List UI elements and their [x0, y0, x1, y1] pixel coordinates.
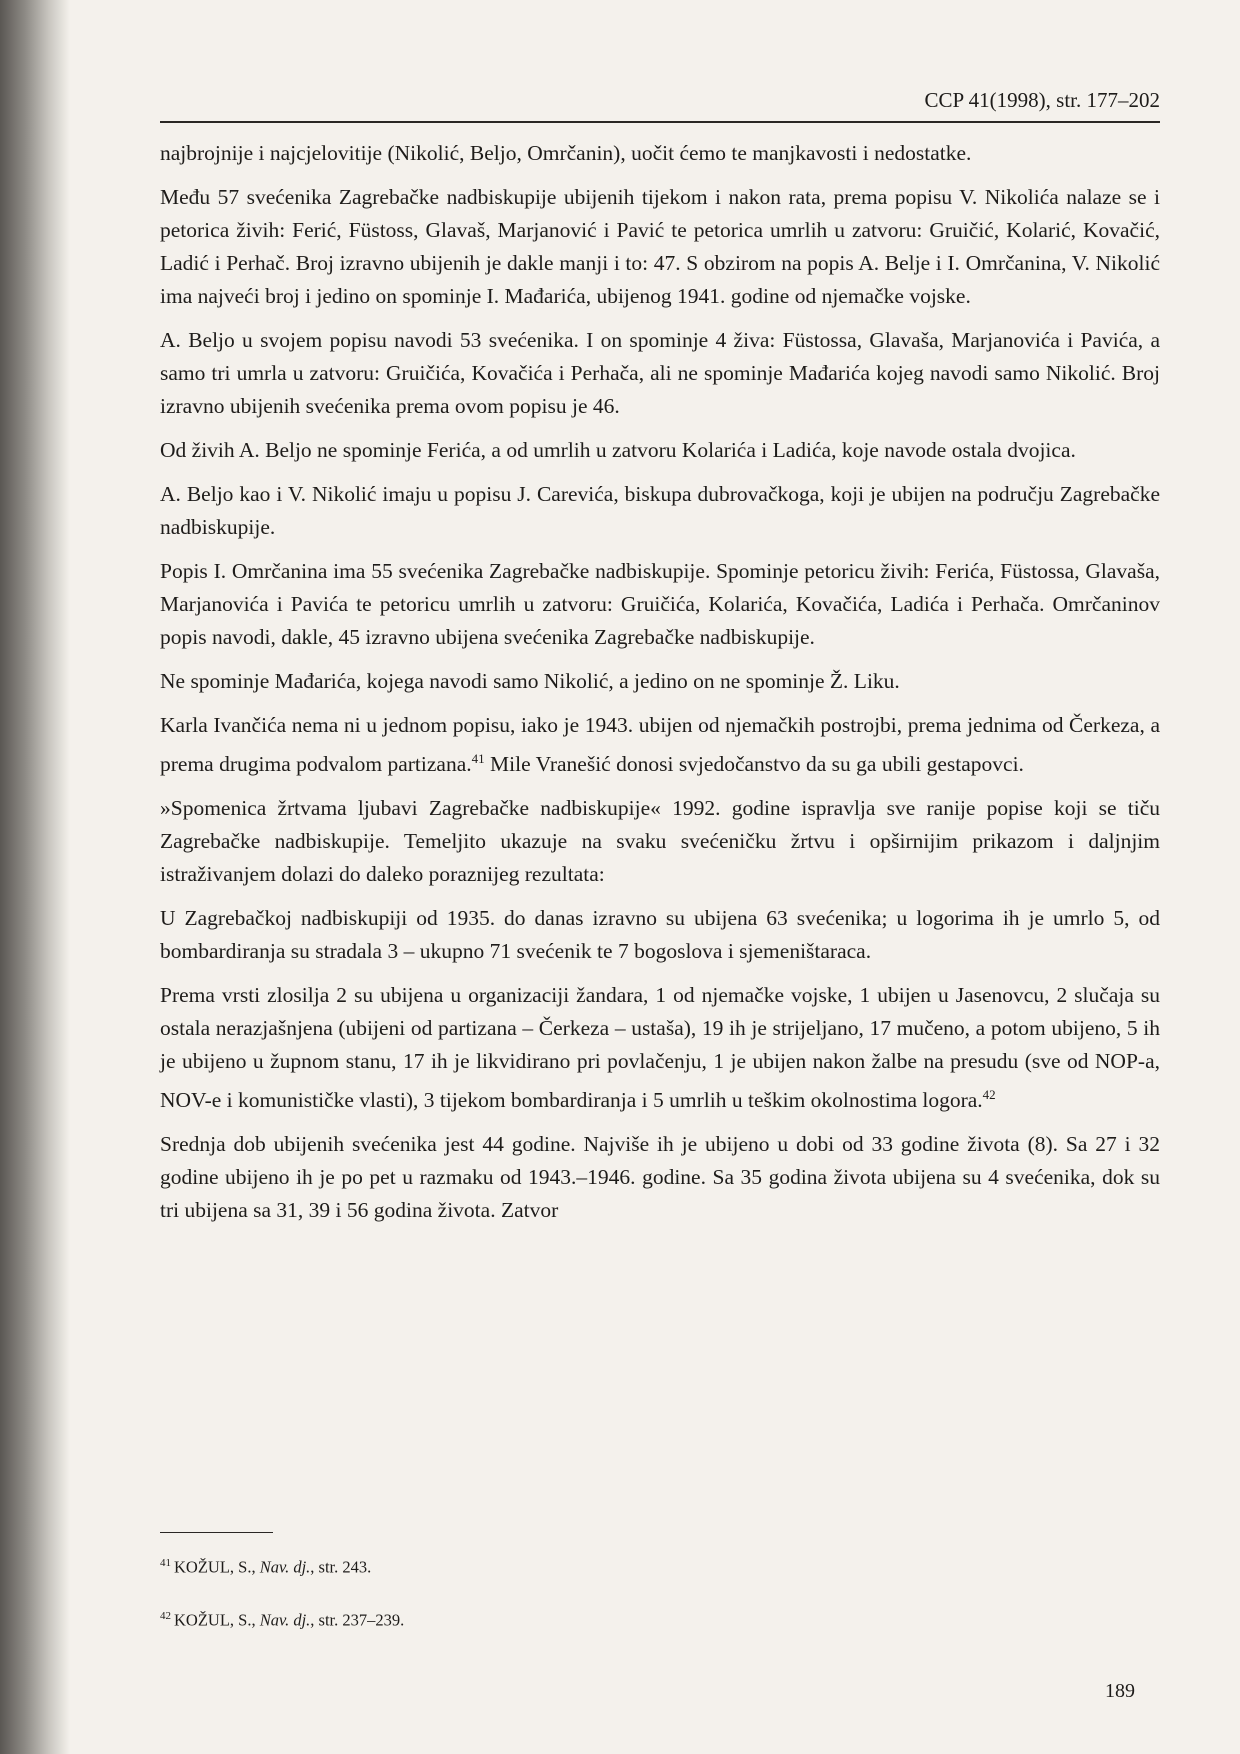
paragraph: Ne spominje Mađarića, kojega navodi samo Nikolić, a jedino on ne spominje Ž. Liku. — [160, 669, 900, 693]
footnote-number: 42 — [160, 1609, 171, 1622]
footnote — [160, 1552, 1160, 1579]
footnotes — [160, 1552, 1160, 1657]
page-number: 189 — [1105, 1680, 1135, 1702]
paragraph: Popis I. Omrčanina ima 55 svećenika Zagrebačke nadbiskupije. Spominje petoricu živih: Ferića, Füstossa, Glavaša, Marjanovića i Pavića te petoricu umrlih u zatvoru: Gruičića, Kolarića, Kovačića, Ladića i Perhača. Omrčaninov popis navodi, dakle, 45 izravno ubijena svećenika Zagrebačke nadbiskupije. — [160, 559, 1160, 649]
paragraph: A. Beljo u svojem popisu navodi 53 svećenika. I on spominje 4 živa: Füstossa, Glavaša, Marjanovića i Pavića, a samo tri umrla u zatvoru: Gruičića, Kovačića i Perhača, ali ne spominje Mađarića kojeg navodi samo Nikolić. Broj izravno ubijenih svećenika prema ovom popisu je 46. — [160, 328, 1160, 418]
running-head-text: CCP 41(1998), str. 177–202 — [924, 88, 1160, 112]
paragraph: U Zagrebačkoj nadbiskupiji od 1935. do danas izravno su ubijena 63 svećenika; u logorima ih je umrlo 5, od bombardiranja su stradala 3 – ukupno 71 svećenik te 7 bogoslova i sjemeništaraca. — [160, 906, 1160, 964]
page-content — [160, 88, 1160, 1238]
paragraph: Od živih A. Beljo ne spominje Ferića, a od umrlih u zatvoru Kolarića i Ladića, koje navode ostala dvojica. — [160, 438, 1076, 462]
paragraph — [160, 979, 1160, 1117]
footnote-divider — [160, 1532, 273, 1533]
footnote-author: KOŽUL, S., — [174, 1610, 260, 1629]
paragraph: A. Beljo kao i V. Nikolić imaju u popisu J. Carevića, biskupa dubrovačkoga, koji je ubijen na području Zagrebačke nadbiskupije. — [160, 482, 1160, 539]
footnote-pages: , str. 237–239. — [310, 1610, 405, 1629]
paragraph-text: Karla Ivančića nema ni u jednom popisu, iako je 1943. ubijen od njemačkih postrojbi, prema jednima od Čerkeza, a prema drugima podvalom partizana. — [160, 713, 1160, 777]
paragraph — [160, 709, 1160, 781]
paragraph-text: Prema vrsti zlosilja 2 su ubijena u organizaciji žandara, 1 od njemačke vojske, 1 ubijen u Jasenovcu, 2 slučaja su ostala nerazjašnjena (ubijeni od partizana – Čerkeza – ustaša), 19 ih je strijeljano, 17 mučeno, a potom ubijeno, 5 ih je ubijeno u župnom stanu, 17 ih je likvidirano pri povlačenju, 1 je ubijen nakon žalbe na presudu (sve od NOP-a, NOV-e i komunističke vlasti), 3 tijekom bombardiranja i 5 umrlih u teškim okolnostima logora. — [160, 983, 1160, 1113]
footnote-pages: , str. 243. — [310, 1557, 372, 1577]
body-text — [160, 137, 1160, 1227]
book-spine-shadow — [0, 0, 70, 1754]
footnote-reference: 41 — [471, 751, 485, 766]
paragraph: Srednja dob ubijenih svećenika jest 44 godine. Najviše ih je ubijeno u dobi od 33 godine života (8). Sa 27 i 32 godine ubijeno ih je po pet u razmaku od 1943.–1946. godine. Sa 35 godina života ubijena su 4 svećenika, dok su tri ubijena sa 31, 39 i 56 godina života. Zatvor — [160, 1132, 1160, 1223]
footnote-number: 41 — [160, 1557, 171, 1569]
paragraph: Među 57 svećenika Zagrebačke nadbiskupije ubijenih tijekom i nakon rata, prema popisu V. Nikolića nalaze se i petorica živih: Ferić, Füstoss, Glavaš, Marjanović i Pavić te petorica umrlih u zatvoru: Gruičić, Kolarić, Kovačić, Ladić i Perhač. Broj izravno ubijenih je dakle manji i to: 47. S obzirom na popis A. Belje i I. Omrčanina, V. Nikolić ima najveći broj i jedino on spominje I. Mađarića, ubijenog 1941. godine od njemačke vojske. — [160, 185, 1160, 308]
paragraph-text: Mile Vranešić donosi svjedočanstvo da su ga ubili gestapovci. — [484, 752, 1024, 777]
footnote-reference: 42 — [982, 1087, 996, 1103]
paragraph: »Spomenica žrtvama ljubavi Zagrebačke nadbiskupije« 1992. godine ispravlja sve ranije popise koji se tiču Zagrebačke nadbiskupije. Temeljito ukazuje na svaku svećeničku žrtvu i opširnijim prikazom i daljnjim istraživanjem dolazi do daleko poraznijeg rezultata: — [160, 796, 1160, 887]
footnote — [160, 1605, 1160, 1632]
footnote-work: Nav. dj. — [259, 1610, 311, 1629]
running-header — [160, 88, 1160, 123]
paragraph: najbrojnije i najcjelovitije (Nikolić, Beljo, Omrčanin), uočit ćemo te manjkavosti i nedostatke. — [160, 141, 972, 165]
footnote-author: KOŽUL, S., — [174, 1557, 260, 1577]
footnote-work: Nav. dj. — [259, 1557, 311, 1577]
